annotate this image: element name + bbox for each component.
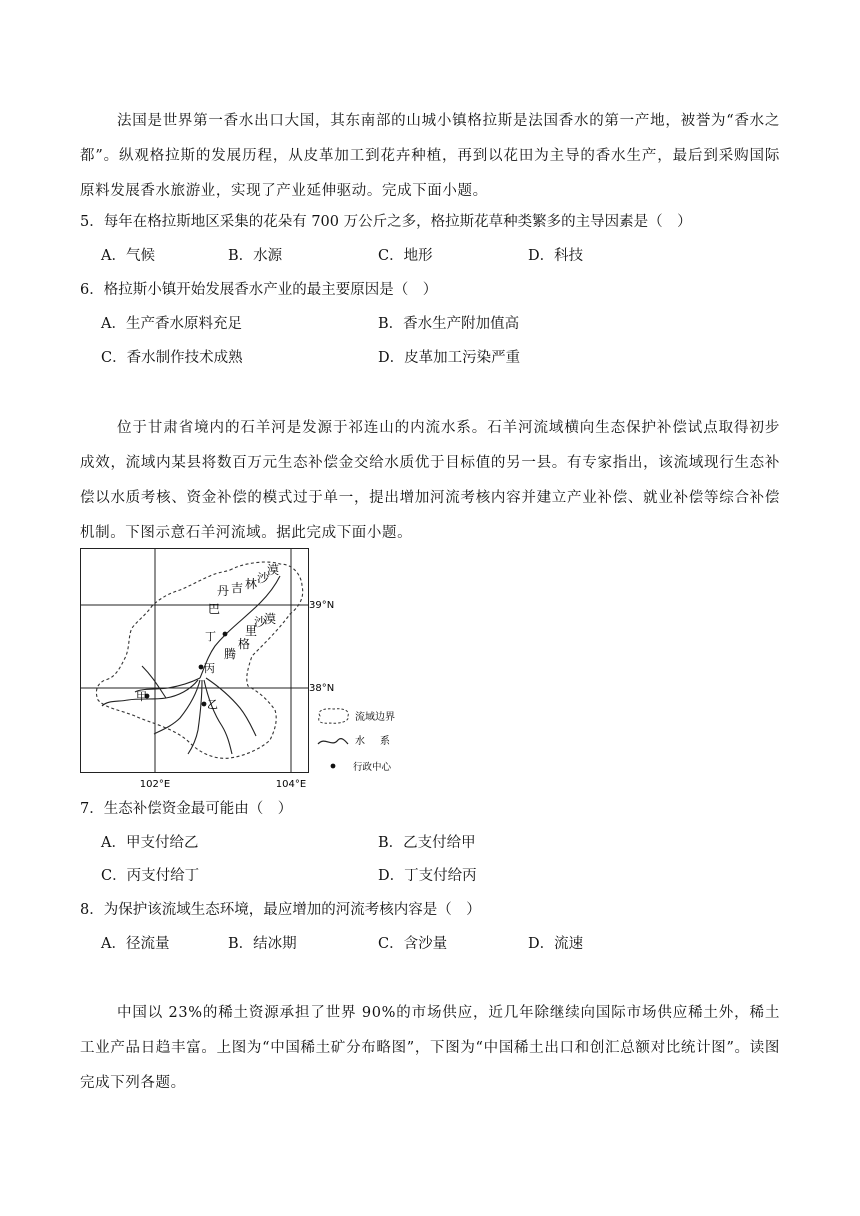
legend-boundary-label: 流域边界: [355, 712, 395, 723]
desert2-char-1: 腾: [224, 647, 237, 661]
legend-boundary-symbol: [319, 709, 349, 723]
basin-boundary: [96, 562, 302, 758]
admin-center-yi: [202, 702, 207, 707]
desert1-char-4: 林: [245, 577, 258, 591]
legend-water-symbol: [318, 739, 348, 744]
q7-option-b[interactable]: B．乙支付给甲: [378, 835, 476, 851]
q6-option-c[interactable]: C．香水制作技术成熟: [101, 350, 243, 366]
passage-grasse: 法国是世界第一香水出口大国，其东南部的山城小镇格拉斯是法国香水的第一产地，被誉为“香水之都”。纵观格拉斯的发展历程，从皮革加工到花卉种植，再到以花田为主导的香水生产，最后到采购国际原料发展香水旅游业，实现了产业延伸驱动。完成下面小题。: [80, 113, 780, 199]
lat-label-39n: 39°N: [309, 600, 335, 611]
desert2-char-4: 沙: [254, 615, 267, 629]
desert2-char-2: 格: [238, 637, 251, 651]
question-5-stem: 5．每年在格拉斯地区采集的花朵有 700 万公斤之多，格拉斯花草种类繁多的主导因素是（ ）: [80, 214, 692, 230]
q8-option-a[interactable]: A．径流量: [101, 936, 170, 952]
lon-label-102e: 102°E: [139, 779, 171, 790]
river-system: [102, 576, 280, 754]
q8-option-d[interactable]: D．流速: [528, 936, 584, 952]
legend-water-label-b: 系: [380, 736, 390, 747]
lon-label-104e: 104°E: [275, 779, 307, 790]
q8-option-b[interactable]: B．结冰期: [228, 936, 297, 952]
passage-shiyang-river: 位于甘肃省境内的石羊河是发源于祁连山的内流水系。石羊河流域横向生态保护补偿试点取得初步成效，流域内某县将数百万元生态补偿金交给水质优于目标值的另一县。有专家指出，该流域现行生态补偿以水质考核、资金补偿的模式过于单一，提出增加河流考核内容并建立产业补偿、就业补偿等综合补偿机制。下图示意石羊河流域。据此完成下面小题。: [80, 420, 780, 541]
legend-center-symbol: [331, 764, 336, 769]
map-legend: [318, 709, 395, 773]
admin-center-bing: [199, 665, 204, 670]
q5-option-c[interactable]: C．地形: [378, 248, 433, 264]
q7-option-c[interactable]: C．丙支付给丁: [101, 868, 200, 884]
passage-rare-earth: 中国以 23%的稀土资源承担了世界 90%的市场供应，近几年除继续向国际市场供应稀土外，稀土工业产品日趋丰富。上图为“中国稀土矿分布略图”，下图为“中国稀土出口和创汇总额对比统计图”。读图完成下列各题。: [80, 1005, 780, 1091]
q7-option-a[interactable]: A．甲支付给乙: [101, 835, 199, 851]
desert1-char-6: 漠: [267, 563, 280, 577]
lat-label-38n: 38°N: [309, 683, 335, 694]
q5-option-a[interactable]: A．气候: [101, 248, 155, 264]
legend-water-label-a: 水: [355, 736, 365, 747]
question-6-stem: 6．格拉斯小镇开始发展香水产业的最主要原因是（ ）: [80, 282, 438, 298]
desert2-char-5: 漠: [264, 612, 277, 626]
q8-option-c[interactable]: C．含沙量: [378, 936, 448, 952]
shiyang-river-basin-map: [80, 548, 395, 793]
place-ding: 丁: [205, 630, 216, 643]
q5-option-b[interactable]: B．水源: [228, 248, 283, 264]
river-south-1: [188, 680, 202, 754]
river-south-2: [204, 680, 232, 754]
map-frame: [81, 549, 309, 773]
question-7-stem: 7．生态补偿资金最可能由（ ）: [80, 801, 293, 817]
place-yi: 乙: [207, 698, 218, 711]
place-bing: 丙: [204, 662, 215, 675]
question-8-stem: 8．为保护该流域生态环境，最应增加的河流考核内容是（ ）: [80, 902, 481, 918]
desert1-char-1: 巴: [208, 602, 221, 616]
desert2-char-3: 里: [245, 624, 258, 638]
desert1-char-5: 沙: [257, 571, 270, 585]
legend-center-label: 行政中心: [353, 762, 392, 773]
q7-option-d[interactable]: D．丁支付给丙: [378, 868, 477, 884]
q6-option-d[interactable]: D．皮革加工污染严重: [378, 350, 521, 366]
desert1-char-3: 吉: [231, 581, 244, 595]
q6-option-a[interactable]: A．生产香水原料充足: [101, 316, 242, 332]
admin-center-ding: [223, 632, 228, 637]
q6-option-b[interactable]: B．香水生产附加值高: [378, 316, 520, 332]
q5-option-d[interactable]: D．科技: [528, 248, 584, 264]
desert1-char-2: 丹: [217, 584, 230, 598]
place-jia: 甲: [136, 690, 147, 703]
